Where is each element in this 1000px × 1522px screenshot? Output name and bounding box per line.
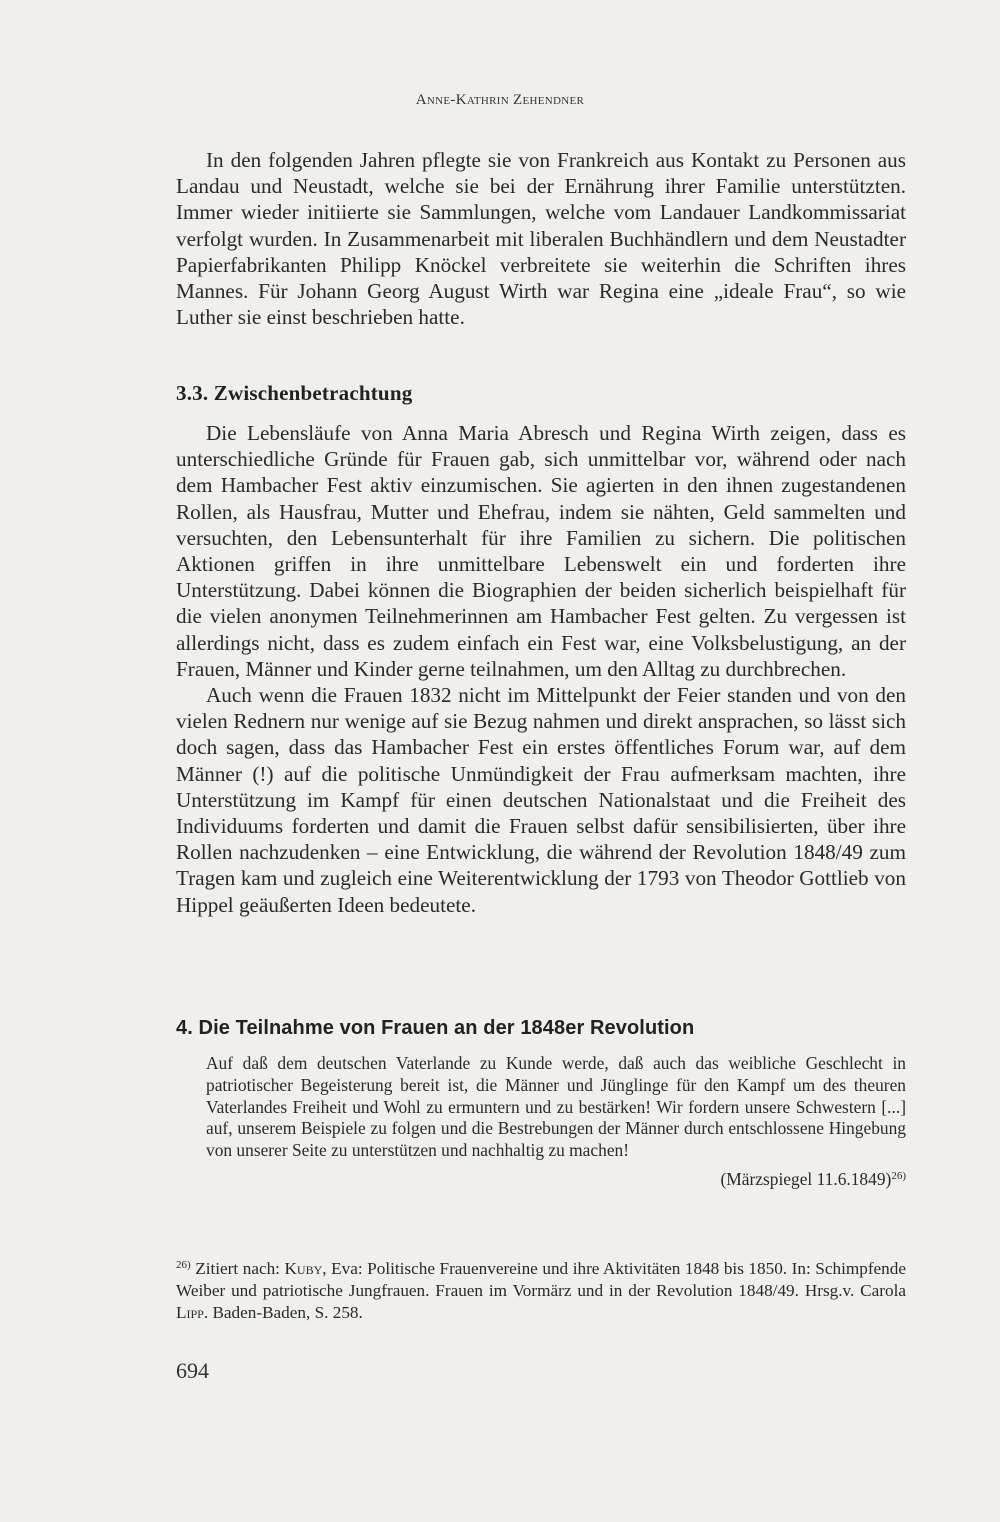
- footnote-text: Zitiert nach:: [190, 1259, 285, 1278]
- footnote-marker: 26): [176, 1259, 191, 1271]
- footnote-editor: Lipp: [176, 1302, 204, 1322]
- quote-text: Auf daß dem deutschen Vaterlande zu Kunde werde, daß auch das weibliche Geschlecht in patriotischer Begeisterung bereit ist, die Männer und Jünglinge für den Kampf um des theuren Vaterlandes Freiheit und Wohl zu ermuntern und zu bestärken! Wir fordern unsere Schwestern [...] auf, unserem Beispiele zu folgen und die Bestrebungen der Männer durch entschlossene Hingebung von unserer Seite zu unterstützen und nachhaltig zu machen!: [206, 1053, 906, 1161]
- quote-source: [206, 1169, 906, 1190]
- paragraph: In den folgenden Jahren pflegte sie von Frankreich aus Kontakt zu Personen aus Landau und Neustadt, welche sie bei der Ernährung ihrer Familie unterstützten. Immer wieder initiierte sie Sammlungen, welche vom Landauer Landkommissariat verfolgt wurden. In Zusammenarbeit mit liberalen Buchhändlern und dem Neustadter Papierfabrikanten Philipp Knöckel verbreitete sie weiterhin die Schriften ihres Mannes. Für Johann Georg August Wirth war Regina eine „ideale Frau“, so wie Luther sie einst beschrieben hatte.: [176, 148, 906, 330]
- section-heading: 4. Die Teilnahme von Frauen an der 1848er Revolution: [176, 1017, 695, 1039]
- paragraph-block-middle: [176, 420, 906, 918]
- paragraph: Auch wenn die Frauen 1832 nicht im Mittelpunkt der Feier standen und von den vielen Rednern nur wenige auf sie Bezug nahmen und direkt ansprachen, so lässt sich doch sagen, dass das Hambacher Fest ein erstes öffentliches Forum war, auf dem Männer (!) auf die politische Unmündigkeit der Frau aufmerksam machten, ihre Unterstützung im Kampf für einen deutschen Nationalstaat und die Freiheit des Individuums forderten und damit die Frauen selbst dafür sensibilisierten, über ihre Rollen nachzudenken – eine Entwicklung, die während der Revolution 1848/49 zum Tragen kam und zugleich eine Weiterentwicklung der 1793 von Theodor Gottlieb von Hippel geäußerten Ideen bedeutete.: [176, 683, 906, 917]
- running-head: Anne-Kathrin Zehendner: [415, 92, 585, 108]
- subsection-heading: 3.3. Zwischenbetrachtung: [176, 381, 413, 405]
- block-quote: [206, 1053, 906, 1190]
- footnote: [176, 1255, 906, 1323]
- paragraph: Die Lebensläufe von Anna Maria Abresch und Regina Wirth zeigen, dass es unterschiedliche Gründe für Frauen gab, sich unmittelbar vor, während oder nach dem Hambacher Fest aktiv einzumischen. Sie agierten in den ihnen zugestandenen Rollen, als Hausfrau, Mutter und Ehefrau, indem sie nähten, Geld sammelten und versuchten, den Lebensunterhalt für ihre Familien zu sichern. Die politischen Aktionen griffen in ihre unmittelbare Lebenswelt ein und forderten ihre Unterstützung. Dabei können die Biographien der beiden sicherlich beispielhaft für die vielen anonymen Teilnehmerinnen am Hambacher Fest gelten. Zu vergessen ist allerdings nicht, dass es zudem einfach ein Fest war, eine Volksbelustigung, an der Frauen, Männer und Kinder gerne teilnahmen, um den Alltag zu durchbrechen.: [176, 421, 906, 681]
- page-number: 694: [176, 1358, 209, 1383]
- footnote-author: Kuby: [284, 1259, 323, 1278]
- footnote-reference: 26): [891, 1169, 906, 1182]
- footnote-text: . Baden-Baden, S. 258.: [203, 1302, 363, 1322]
- quote-source-text: (Märzspiegel 11.6.1849): [720, 1168, 892, 1189]
- paragraph-block-top: [176, 147, 906, 330]
- footnote-text: , Eva: Politische Frauenvereine und ihre Aktivitäten 1848 bis 1850. In: Schimpfende Weiber und patriotische Jungfrauen. Frauen im Vormärz und in der Revolution 1848/49. Hrsg.v. Carola: [176, 1259, 906, 1300]
